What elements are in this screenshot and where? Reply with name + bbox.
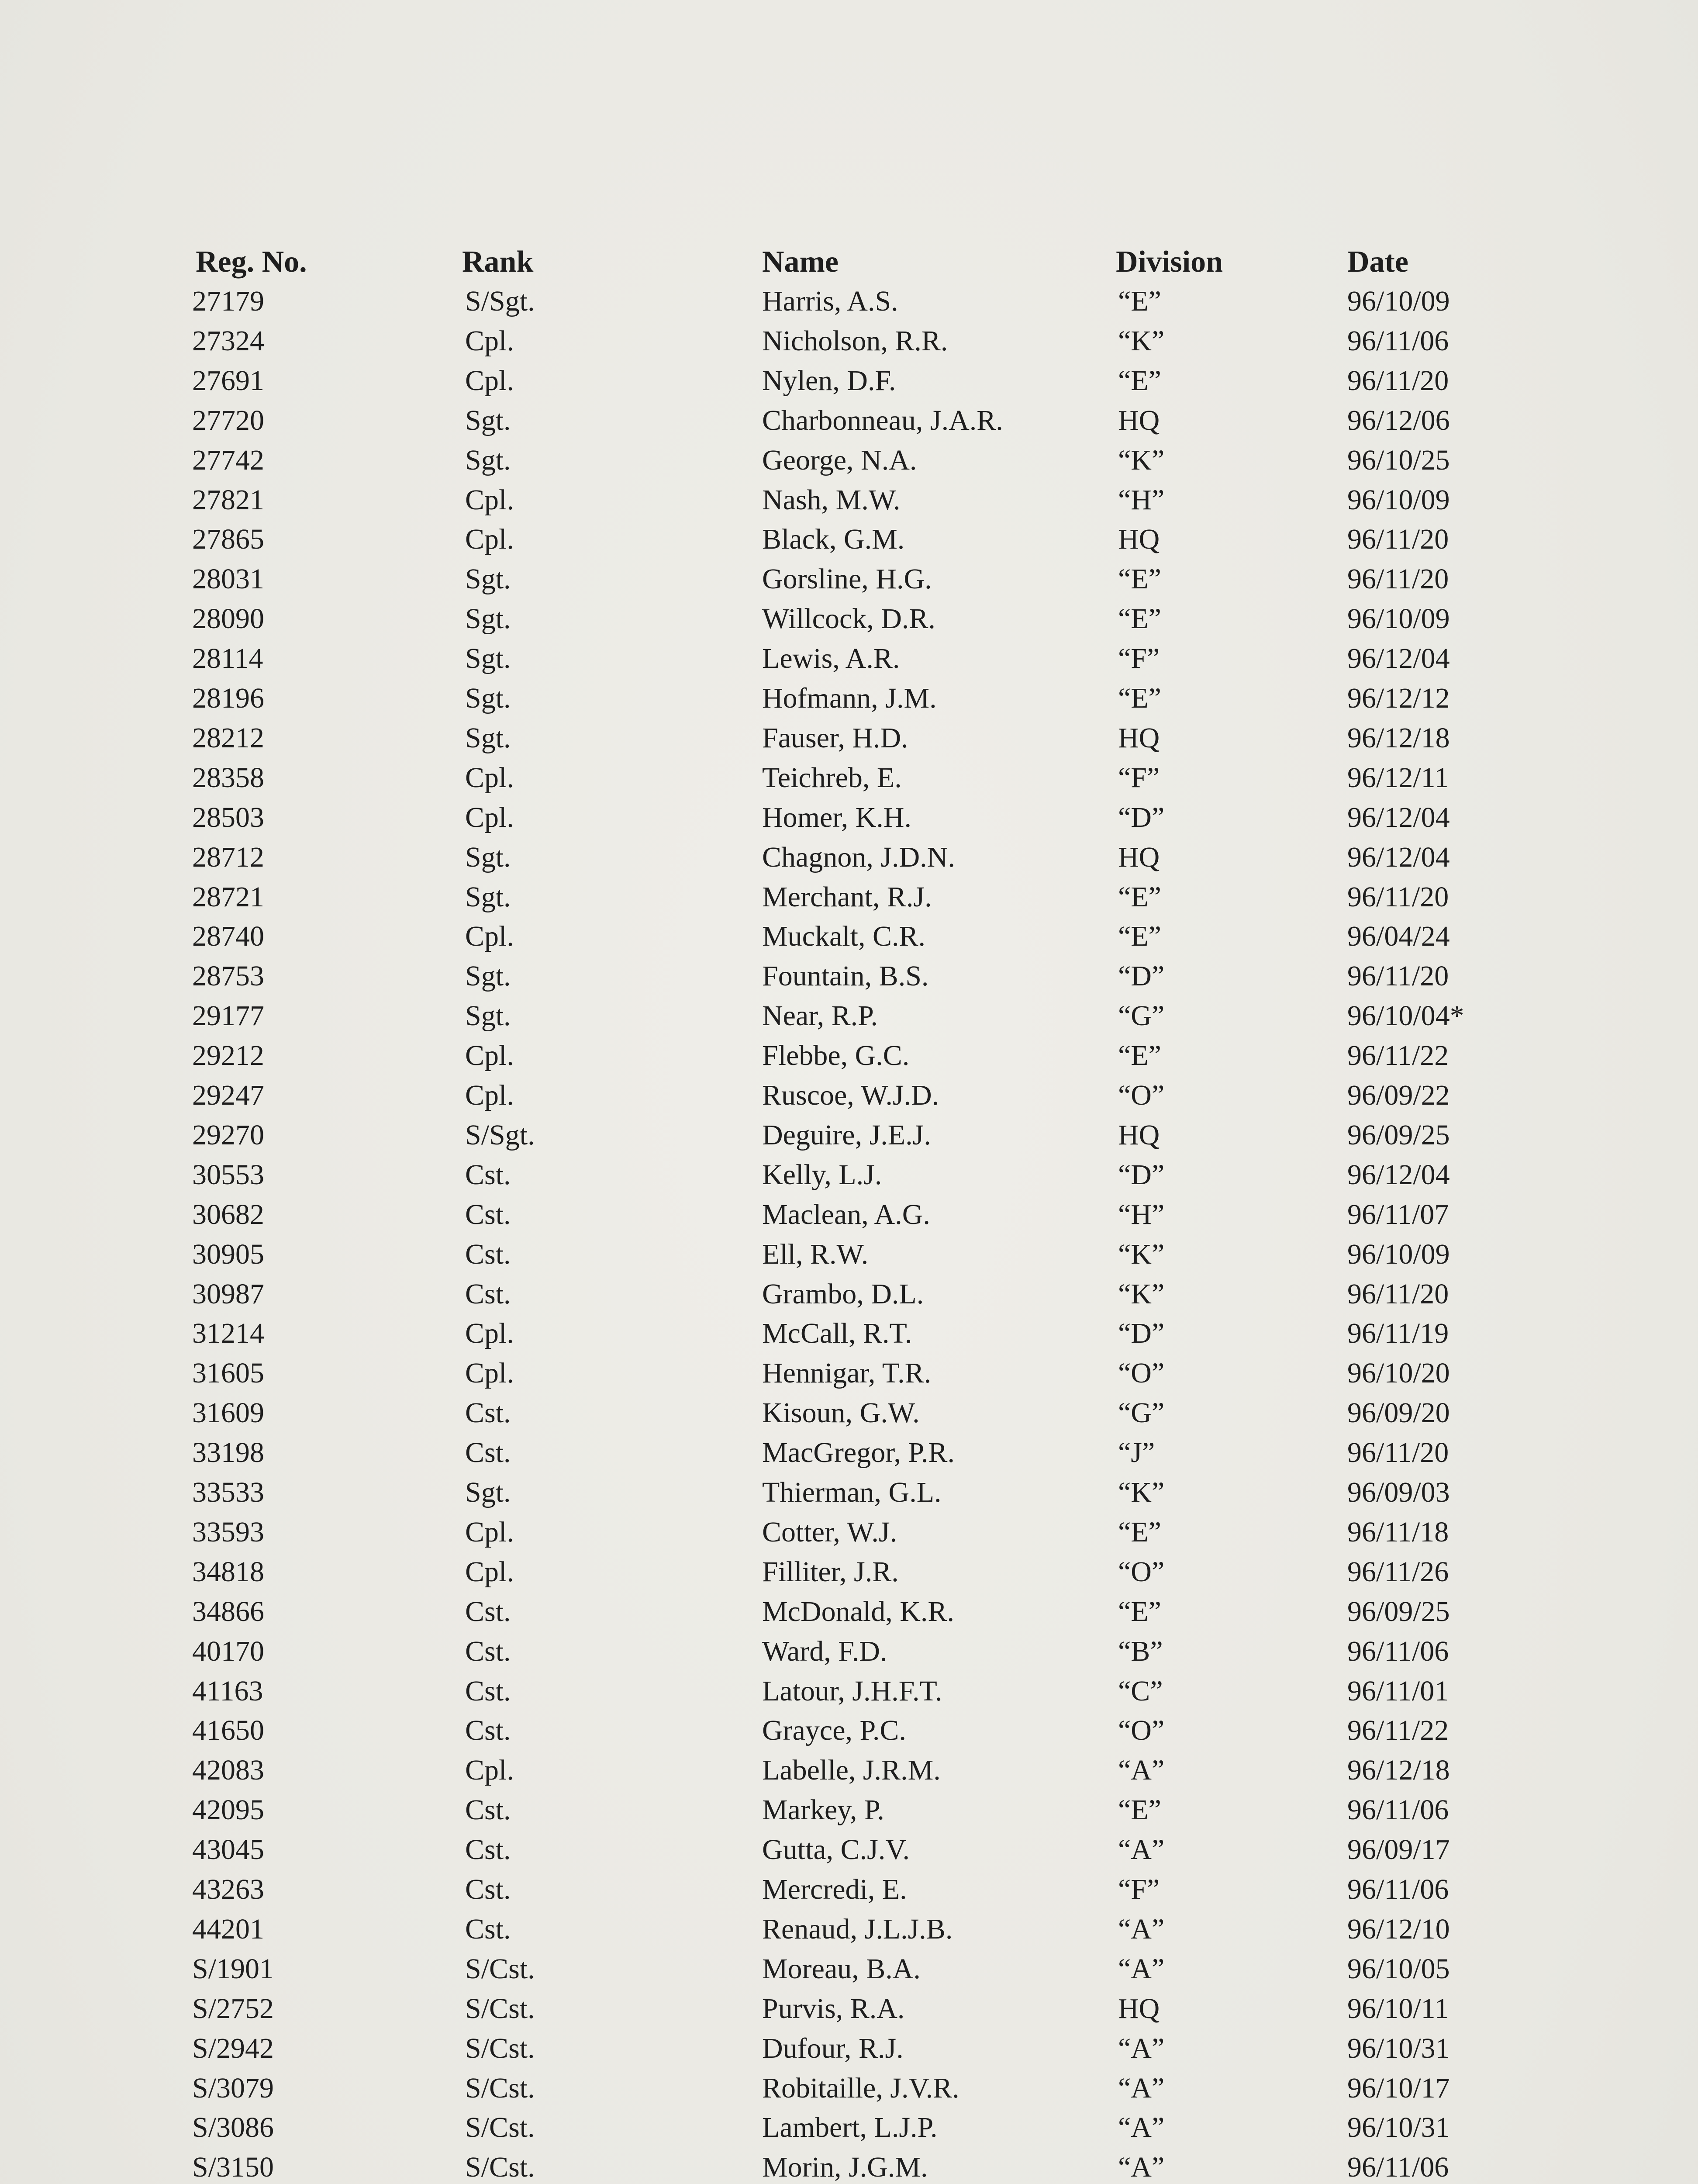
date-cell: 96/11/20	[1347, 365, 1449, 397]
reg-no-cell: 27691	[192, 365, 264, 397]
table-row	[0, 2029, 1698, 2068]
reg-no-cell: 30905	[192, 1238, 264, 1270]
name-cell: Morin, J.G.M.	[762, 2151, 928, 2183]
table-row	[0, 1314, 1698, 1353]
reg-no-cell: S/3150	[192, 2151, 274, 2183]
date-cell: 96/11/22	[1347, 1040, 1449, 1071]
rank-cell: Cst.	[465, 1596, 511, 1628]
table-row	[0, 957, 1698, 996]
table-row	[0, 1076, 1698, 1115]
reg-no-cell: 27821	[192, 484, 264, 516]
rank-cell: Cst.	[465, 1873, 511, 1905]
table-row	[0, 1989, 1698, 2028]
name-cell: Maclean, A.G.	[762, 1199, 930, 1230]
date-cell: 96/12/11	[1347, 762, 1449, 794]
date-cell: 96/11/26	[1347, 1556, 1449, 1588]
date-cell: 96/11/20	[1347, 1437, 1449, 1469]
table-row	[0, 1592, 1698, 1631]
division-cell: “E”	[1118, 1596, 1161, 1628]
reg-no-cell: 27720	[192, 404, 264, 436]
table-row	[0, 1632, 1698, 1671]
rank-cell: Cpl.	[465, 1079, 514, 1111]
rank-cell: S/Cst.	[465, 2032, 535, 2064]
date-cell: 96/12/04	[1347, 841, 1450, 873]
table-row	[0, 480, 1698, 520]
rank-cell: Cpl.	[465, 484, 514, 516]
table-row	[0, 1672, 1698, 1711]
division-cell: “O”	[1118, 1079, 1165, 1111]
date-cell: 96/11/06	[1347, 1873, 1449, 1905]
name-cell: Charbonneau, J.A.R.	[762, 404, 1003, 436]
date-cell: 96/11/01	[1347, 1675, 1449, 1707]
division-cell: “A”	[1118, 2111, 1165, 2143]
table-row	[0, 758, 1698, 798]
date-cell: 96/11/20	[1347, 960, 1449, 992]
reg-no-cell: 30987	[192, 1278, 264, 1310]
rank-cell: Cst.	[465, 1437, 511, 1469]
rank-cell: Cpl.	[465, 325, 514, 357]
table-row	[0, 441, 1698, 480]
name-cell: McCall, R.T.	[762, 1317, 912, 1349]
name-cell: Flebbe, G.C.	[762, 1040, 910, 1071]
rank-cell: S/Sgt.	[465, 285, 535, 317]
reg-no-cell: 28196	[192, 682, 264, 714]
division-cell: “O”	[1118, 1714, 1165, 1746]
table-row	[0, 1036, 1698, 1075]
name-cell: Chagnon, J.D.N.	[762, 841, 955, 873]
division-cell: “G”	[1118, 1000, 1165, 1032]
reg-no-cell: S/3079	[192, 2072, 274, 2104]
date-cell: 96/12/06	[1347, 404, 1450, 436]
header-rank: Rank	[462, 245, 534, 279]
table-row	[0, 520, 1698, 559]
reg-no-cell: 28740	[192, 920, 264, 952]
rank-cell: Cst.	[465, 1199, 511, 1230]
table-row	[0, 639, 1698, 678]
name-cell: Kelly, L.J.	[762, 1159, 882, 1191]
division-cell: HQ	[1118, 1993, 1160, 2025]
name-cell: George, N.A.	[762, 444, 917, 476]
rank-cell: Cpl.	[465, 802, 514, 833]
table-row	[0, 679, 1698, 718]
reg-no-cell: 31609	[192, 1397, 264, 1429]
date-cell: 96/12/04	[1347, 643, 1450, 674]
division-cell: “A”	[1118, 2072, 1165, 2104]
table-row	[0, 798, 1698, 837]
date-cell: 96/10/17	[1347, 2072, 1450, 2104]
name-cell: McDonald, K.R.	[762, 1596, 954, 1628]
name-cell: Thierman, G.L.	[762, 1476, 942, 1508]
division-cell: “A”	[1118, 2032, 1165, 2064]
table-row	[0, 1393, 1698, 1433]
reg-no-cell: 40170	[192, 1635, 264, 1667]
rank-cell: Sgt.	[465, 1476, 511, 1508]
date-cell: 96/12/12	[1347, 682, 1450, 714]
division-cell: “A”	[1118, 1913, 1165, 1945]
rank-cell: Cst.	[465, 1913, 511, 1945]
name-cell: Filliter, J.R.	[762, 1556, 899, 1588]
division-cell: “J”	[1118, 1437, 1155, 1469]
division-cell: “E”	[1118, 682, 1161, 714]
rank-cell: Cpl.	[465, 1317, 514, 1349]
division-cell: HQ	[1118, 1119, 1160, 1151]
rank-cell: Sgt.	[465, 960, 511, 992]
header-name: Name	[762, 245, 839, 279]
table-row	[0, 719, 1698, 758]
reg-no-cell: 29270	[192, 1119, 264, 1151]
table-row	[0, 1195, 1698, 1234]
table-row	[0, 1711, 1698, 1750]
reg-no-cell: S/1901	[192, 1953, 274, 1985]
division-cell: “E”	[1118, 365, 1161, 397]
date-cell: 96/10/09	[1347, 603, 1450, 635]
date-cell: 96/12/18	[1347, 1754, 1450, 1786]
date-cell: 96/10/04*	[1347, 1000, 1464, 1032]
division-cell: “E”	[1118, 603, 1161, 635]
reg-no-cell: 29212	[192, 1040, 264, 1071]
date-cell: 96/11/06	[1347, 325, 1449, 357]
rank-cell: Cpl.	[465, 1357, 514, 1389]
rank-cell: Cpl.	[465, 1556, 514, 1588]
date-cell: 96/11/20	[1347, 1278, 1449, 1310]
name-cell: Ell, R.W.	[762, 1238, 869, 1270]
division-cell: “A”	[1118, 1953, 1165, 1985]
table-row	[0, 1910, 1698, 1949]
date-cell: 96/11/06	[1347, 1635, 1449, 1667]
date-cell: 96/11/22	[1347, 1714, 1449, 1746]
division-cell: “F”	[1118, 643, 1160, 674]
date-cell: 96/11/06	[1347, 2151, 1449, 2183]
reg-no-cell: 27179	[192, 285, 264, 317]
reg-no-cell: 33198	[192, 1437, 264, 1469]
table-row	[0, 1949, 1698, 1989]
table-row	[0, 1473, 1698, 1512]
division-cell: “E”	[1118, 285, 1161, 317]
reg-no-cell: S/2942	[192, 2032, 274, 2064]
rank-cell: Cst.	[465, 1714, 511, 1746]
table-row	[0, 878, 1698, 917]
table-row	[0, 1552, 1698, 1592]
date-cell: 96/12/04	[1347, 802, 1450, 833]
rank-cell: Cst.	[465, 1397, 511, 1429]
name-cell: Grambo, D.L.	[762, 1278, 924, 1310]
name-cell: Nylen, D.F.	[762, 365, 896, 397]
rank-cell: Cst.	[465, 1278, 511, 1310]
division-cell: “E”	[1118, 920, 1161, 952]
division-cell: “D”	[1118, 1159, 1165, 1191]
rank-cell: Cpl.	[465, 523, 514, 555]
name-cell: Merchant, R.J.	[762, 881, 932, 913]
rank-cell: Cpl.	[465, 920, 514, 952]
rank-cell: Sgt.	[465, 722, 511, 754]
date-cell: 96/09/25	[1347, 1119, 1450, 1151]
reg-no-cell: 31605	[192, 1357, 264, 1389]
name-cell: Nicholson, R.R.	[762, 325, 948, 357]
reg-no-cell: 27324	[192, 325, 264, 357]
reg-no-cell: S/3086	[192, 2111, 274, 2143]
reg-no-cell: 27865	[192, 523, 264, 555]
date-cell: 96/10/11	[1347, 1993, 1449, 2025]
reg-no-cell: 28721	[192, 881, 264, 913]
table-row	[0, 282, 1698, 321]
division-cell: “C”	[1118, 1675, 1163, 1707]
name-cell: Near, R.P.	[762, 1000, 878, 1032]
division-cell: HQ	[1118, 722, 1160, 754]
division-cell: “K”	[1118, 1238, 1165, 1270]
reg-no-cell: 43045	[192, 1834, 264, 1866]
date-cell: 96/12/18	[1347, 722, 1450, 754]
reg-no-cell: 30682	[192, 1199, 264, 1230]
name-cell: Willcock, D.R.	[762, 603, 935, 635]
name-cell: Lambert, L.J.P.	[762, 2111, 938, 2143]
name-cell: Mercredi, E.	[762, 1873, 907, 1905]
name-cell: Fauser, H.D.	[762, 722, 908, 754]
reg-no-cell: 27742	[192, 444, 264, 476]
name-cell: Black, G.M.	[762, 523, 905, 555]
name-cell: Deguire, J.E.J.	[762, 1119, 931, 1151]
table-row	[0, 2148, 1698, 2184]
rank-cell: Cst.	[465, 1159, 511, 1191]
date-cell: 96/09/20	[1347, 1397, 1450, 1429]
name-cell: Purvis, R.A.	[762, 1993, 905, 2025]
division-cell: HQ	[1118, 523, 1160, 555]
table-row	[0, 1751, 1698, 1790]
table-header-row	[0, 242, 1698, 282]
name-cell: Cotter, W.J.	[762, 1516, 897, 1548]
table-row	[0, 1235, 1698, 1274]
name-cell: Markey, P.	[762, 1794, 884, 1826]
reg-no-cell: 28114	[192, 643, 263, 674]
name-cell: Robitaille, J.V.R.	[762, 2072, 959, 2104]
division-cell: “A”	[1118, 1834, 1165, 1866]
division-cell: “H”	[1118, 1199, 1165, 1230]
rank-cell: Cpl.	[465, 762, 514, 794]
rank-cell: Sgt.	[465, 404, 511, 436]
division-cell: “F”	[1118, 1873, 1160, 1905]
name-cell: Labelle, J.R.M.	[762, 1754, 941, 1786]
name-cell: Fountain, B.S.	[762, 960, 929, 992]
rank-cell: Cst.	[465, 1238, 511, 1270]
name-cell: Harris, A.S.	[762, 285, 898, 317]
date-cell: 96/10/05	[1347, 1953, 1450, 1985]
date-cell: 96/12/04	[1347, 1159, 1450, 1191]
reg-no-cell: 28358	[192, 762, 264, 794]
reg-no-cell: 44201	[192, 1913, 264, 1945]
date-cell: 96/11/20	[1347, 563, 1449, 595]
reg-no-cell: 33533	[192, 1476, 264, 1508]
reg-no-cell: 28712	[192, 841, 264, 873]
division-cell: “E”	[1118, 1794, 1161, 1826]
name-cell: Homer, K.H.	[762, 802, 911, 833]
name-cell: Ruscoe, W.J.D.	[762, 1079, 939, 1111]
division-cell: “H”	[1118, 484, 1165, 516]
division-cell: “G”	[1118, 1397, 1165, 1429]
reg-no-cell: 31214	[192, 1317, 264, 1349]
division-cell: HQ	[1118, 841, 1160, 873]
name-cell: Dufour, R.J.	[762, 2032, 904, 2064]
table-row	[0, 2108, 1698, 2147]
division-cell: “E”	[1118, 1516, 1161, 1548]
table-row	[0, 1275, 1698, 1314]
reg-no-cell: 28503	[192, 802, 264, 833]
rank-cell: Cpl.	[465, 1516, 514, 1548]
table-row	[0, 838, 1698, 877]
table-row	[0, 1155, 1698, 1195]
date-cell: 96/11/20	[1347, 881, 1449, 913]
rank-cell: Sgt.	[465, 881, 511, 913]
division-cell: “O”	[1118, 1556, 1165, 1588]
table-row	[0, 599, 1698, 639]
rank-cell: S/Cst.	[465, 1993, 535, 2025]
name-cell: MacGregor, P.R.	[762, 1437, 955, 1469]
date-cell: 96/12/10	[1347, 1913, 1450, 1945]
division-cell: “K”	[1118, 1476, 1165, 1508]
reg-no-cell: 29177	[192, 1000, 264, 1032]
table-row	[0, 1830, 1698, 1870]
reg-no-cell: 41163	[192, 1675, 263, 1707]
name-cell: Renaud, J.L.J.B.	[762, 1913, 953, 1945]
date-cell: 96/11/07	[1347, 1199, 1449, 1230]
reg-no-cell: 28031	[192, 563, 264, 595]
rank-cell: Cpl.	[465, 1754, 514, 1786]
rank-cell: Sgt.	[465, 603, 511, 635]
name-cell: Ward, F.D.	[762, 1635, 887, 1667]
reg-no-cell: 41650	[192, 1714, 264, 1746]
reg-no-cell: 28212	[192, 722, 264, 754]
table-row	[0, 996, 1698, 1036]
division-cell: “D”	[1118, 960, 1165, 992]
name-cell: Muckalt, C.R.	[762, 920, 925, 952]
name-cell: Hennigar, T.R.	[762, 1357, 932, 1389]
division-cell: “E”	[1118, 1040, 1161, 1071]
rank-cell: Cst.	[465, 1794, 511, 1826]
rank-cell: Cst.	[465, 1635, 511, 1667]
rank-cell: Sgt.	[465, 444, 511, 476]
reg-no-cell: 30553	[192, 1159, 264, 1191]
date-cell: 96/10/25	[1347, 444, 1450, 476]
name-cell: Teichreb, E.	[762, 762, 902, 794]
table-row	[0, 1513, 1698, 1552]
rank-cell: Cst.	[465, 1675, 511, 1707]
reg-no-cell: 33593	[192, 1516, 264, 1548]
date-cell: 96/10/31	[1347, 2032, 1450, 2064]
table-row	[0, 1116, 1698, 1155]
date-cell: 96/04/24	[1347, 920, 1450, 952]
header-reg-no: Reg. No.	[196, 245, 307, 279]
division-cell: “O”	[1118, 1357, 1165, 1389]
name-cell: Nash, M.W.	[762, 484, 901, 516]
rank-cell: S/Cst.	[465, 2072, 535, 2104]
rank-cell: S/Sgt.	[465, 1119, 535, 1151]
table-row	[0, 917, 1698, 956]
rank-cell: Sgt.	[465, 1000, 511, 1032]
rank-cell: Sgt.	[465, 682, 511, 714]
rank-cell: S/Cst.	[465, 2151, 535, 2183]
header-division: Division	[1116, 245, 1223, 279]
table-row	[0, 1354, 1698, 1393]
table-row	[0, 1790, 1698, 1830]
reg-no-cell: 42083	[192, 1754, 264, 1786]
table-row	[0, 1870, 1698, 1909]
header-date: Date	[1347, 245, 1408, 279]
name-cell: Grayce, P.C.	[762, 1714, 906, 1746]
division-cell: “E”	[1118, 881, 1161, 913]
division-cell: “D”	[1118, 1317, 1165, 1349]
reg-no-cell: S/2752	[192, 1993, 274, 2025]
name-cell: Kisoun, G.W.	[762, 1397, 920, 1429]
table-row	[0, 560, 1698, 599]
rank-cell: Cst.	[465, 1834, 511, 1866]
rank-cell: S/Cst.	[465, 2111, 535, 2143]
rank-cell: Cpl.	[465, 365, 514, 397]
date-cell: 96/09/22	[1347, 1079, 1450, 1111]
name-cell: Latour, J.H.F.T.	[762, 1675, 942, 1707]
rank-cell: Sgt.	[465, 841, 511, 873]
date-cell: 96/09/25	[1347, 1596, 1450, 1628]
reg-no-cell: 34866	[192, 1596, 264, 1628]
division-cell: “K”	[1118, 325, 1165, 357]
date-cell: 96/10/20	[1347, 1357, 1450, 1389]
date-cell: 96/10/09	[1347, 1238, 1450, 1270]
division-cell: “E”	[1118, 563, 1161, 595]
date-cell: 96/09/03	[1347, 1476, 1450, 1508]
date-cell: 96/10/09	[1347, 285, 1450, 317]
name-cell: Hofmann, J.M.	[762, 682, 937, 714]
division-cell: “K”	[1118, 444, 1165, 476]
division-cell: HQ	[1118, 404, 1160, 436]
name-cell: Gorsline, H.G.	[762, 563, 932, 595]
name-cell: Moreau, B.A.	[762, 1953, 921, 1985]
table-row	[0, 321, 1698, 361]
division-cell: “A”	[1118, 2151, 1165, 2183]
rank-cell: Sgt.	[465, 643, 511, 674]
table-row	[0, 401, 1698, 440]
date-cell: 96/11/18	[1347, 1516, 1449, 1548]
reg-no-cell: 34818	[192, 1556, 264, 1588]
date-cell: 96/10/09	[1347, 484, 1450, 516]
division-cell: “F”	[1118, 762, 1160, 794]
date-cell: 96/11/06	[1347, 1794, 1449, 1826]
name-cell: Lewis, A.R.	[762, 643, 900, 674]
reg-no-cell: 43263	[192, 1873, 264, 1905]
table-row	[0, 2069, 1698, 2108]
reg-no-cell: 42095	[192, 1794, 264, 1826]
date-cell: 96/10/31	[1347, 2111, 1450, 2143]
division-cell: “D”	[1118, 802, 1165, 833]
table-row	[0, 1433, 1698, 1472]
rank-cell: S/Cst.	[465, 1953, 535, 1985]
reg-no-cell: 28753	[192, 960, 264, 992]
division-cell: “K”	[1118, 1278, 1165, 1310]
rank-cell: Sgt.	[465, 563, 511, 595]
date-cell: 96/09/17	[1347, 1834, 1450, 1866]
table-row	[0, 361, 1698, 401]
reg-no-cell: 29247	[192, 1079, 264, 1111]
name-cell: Gutta, C.J.V.	[762, 1834, 910, 1866]
rank-cell: Cpl.	[465, 1040, 514, 1071]
date-cell: 96/11/20	[1347, 523, 1449, 555]
reg-no-cell: 28090	[192, 603, 264, 635]
date-cell: 96/11/19	[1347, 1317, 1449, 1349]
division-cell: “A”	[1118, 1754, 1165, 1786]
division-cell: “B”	[1118, 1635, 1163, 1667]
